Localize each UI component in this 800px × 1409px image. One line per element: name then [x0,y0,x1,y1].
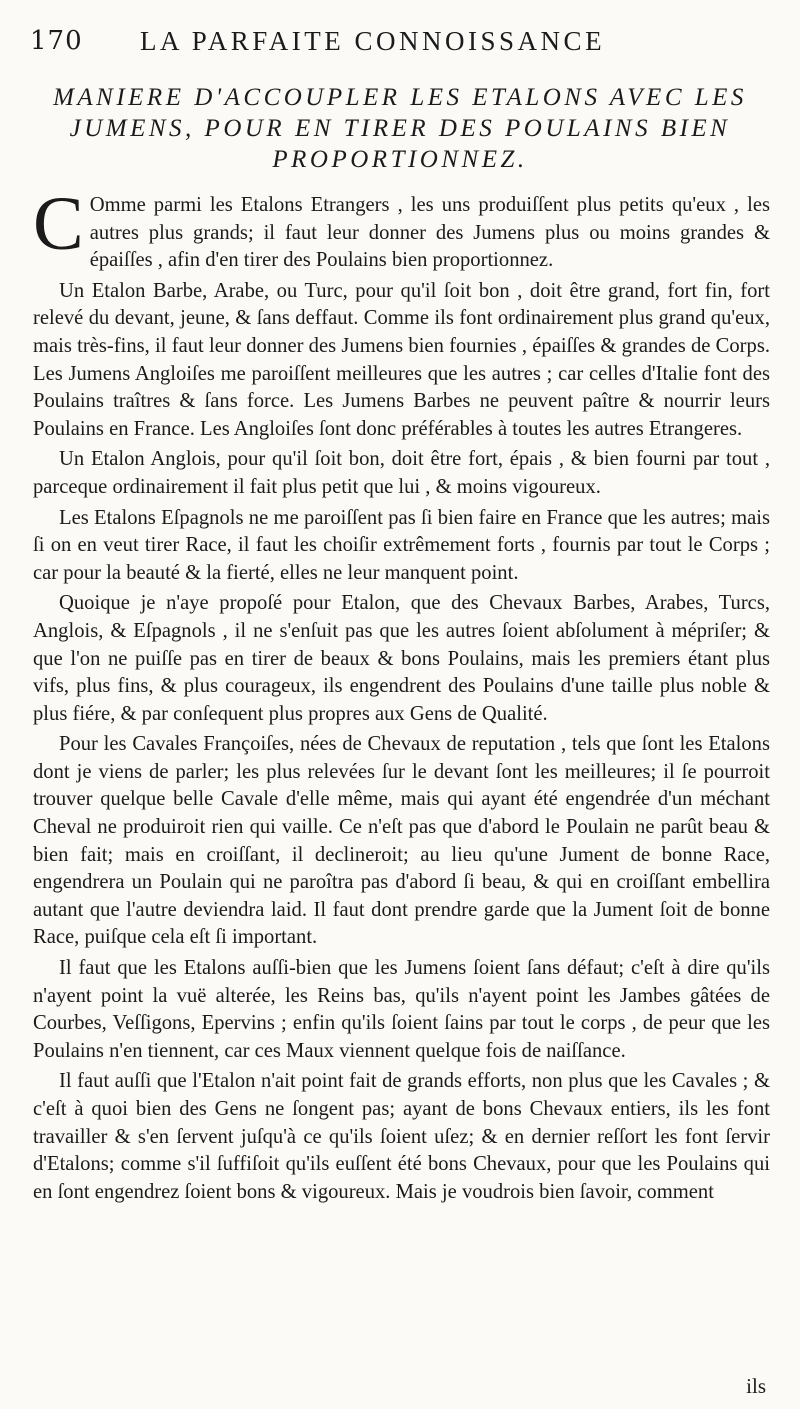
paragraph-text: Omme parmi les Etalons Etrangers , les uns produiſſent plus petits qu'eux , les autres plus grands; il faut leur donner des Jumens plus ou moins grandes & épaiſſes , afin d'en tirer des Poulains bien proportionnez. [89,194,770,272]
page-header [30,20,760,60]
paragraph: Il faut que les Etalons auſſi-bien que les Jumens ſoient ſans défaut; c'eſt à dire qu'ils n'ayent point la vuë alterée, les Reins bas, qu'ils n'ayent point les Jambes gâtées de Courbes, Veſſigons, Epervins ; enfin qu'ils ſoient ſains par tout le corps , de peur que les Poulains n'en tiennent, car ces Maux viennent quelque fois de naiſſance. [33,957,770,1062]
paragraph: Pour les Cavales Françoiſes, nées de Chevaux de reputation , tels que ſont les Etalons dont je viens de parler; les plus relevées ſur le devant ſont les meilleures; il ſe pourroit trouver quelque belle Cavale d'elle même, mais qui ayant été engendrée d'un méchant Cheval ne produiroit rien qui vaille. Ce n'eſt pas que d'abord le Poulain ne parût beau & bien fait; mais en croiſſant, il declineroit; au lieu qu'une Jument de bonne Race, engendrera un Poulain qui ne paroîtra pas d'abord ſi beau, & qui en croiſſant embellira autant que l'autre deviendra laid. Il faut dont prendre garde que la Jument ſoit de bonne Race, puiſque cela eſt ſi important. [33,733,770,949]
paragraph: Les Etalons Eſpagnols ne me paroiſſent pas ſi bien faire en France que les autres; mais ſi on en veut tirer Race, il faut les choiſir extrêmement forts , fournis par tout le Corps ; car pour la beauté & la fierté, elles ne leur manquent point. [33,506,770,584]
body-text [33,182,770,1209]
paragraph: Un Etalon Barbe, Arabe, ou Turc, pour qu'il ſoit bon , doit être grand, fort fin, fort relevé du devant, jeune, & ſans deffaut. Comme ils font ordinairement plus grand qu'eux, mais très-fins, il faut leur donner des Jumens bien fournies , épaiſſes & grandes de Corps. Les Jumens Angloiſes me paroiſſent meilleures que les autres ; car celles d'Italie font des Poulains traîtres & ſans force. Les Jumens Barbes ne peuvent paître & nourrir leurs Poulains en France. Les Angloiſes ſont donc préférables à toutes les autres Etrangeres. [33,279,770,440]
drop-cap: C [33,182,84,266]
chapter-heading-line: PROPORTIONNEZ. [272,146,528,173]
page-number: 170 [30,26,83,56]
paragraph: Quoique je n'aye propoſé pour Etalon, que des Chevaux Barbes, Arabes, Turcs, Anglois, & Eſpagnols , il ne s'enſuit pas que les autres ſoient abſolument à mépriſer; & que l'on ne puiſſe pas en tirer de beaux & bons Poulains, mais les premiers étant plus vifs, plus fins, & plus courageux, ils engendrent des Poulains d'une taille plus noble & plus fiére, & par conſequent plus propres aux Gens de Qualité. [33,592,770,725]
chapter-heading-line: MANIERE D'ACCOUPLER LES ETALONS AVEC LES [53,84,747,111]
paragraph: Un Etalon Anglois, pour qu'il ſoit bon, doit être fort, épais , & bien fourni par tout , parceque ordinairement il fait plus petit que lui , & moins vigoureux. [33,448,770,498]
running-title: LA PARFAITE CONNOISSANCE [140,26,606,56]
chapter-heading-line: JUMENS, POUR EN TIRER DES POULAINS BIEN [69,115,731,142]
chapter-heading [30,82,770,175]
paragraph: Il faut auſſi que l'Etalon n'ait point fait de grands efforts, non plus que les Cavales ; & c'eſt à quoi bien des Gens ne ſongent pas; ayant de bons Chevaux entiers, ils les font travailler & s'en ſervent juſqu'à ce qu'ils ſoient uſez; & en dernier reſſort les font ſervir d'Etalons; comme s'il ſuffiſoit qu'ils euſſent été bons Chevaux, pour que les Poulains qui en ſont engendrez ſoient bons & vigoureux. Mais je voudrois bien ſavoir, comment [33,1070,770,1203]
paragraph [33,182,770,275]
catchword: ils [746,1374,766,1398]
